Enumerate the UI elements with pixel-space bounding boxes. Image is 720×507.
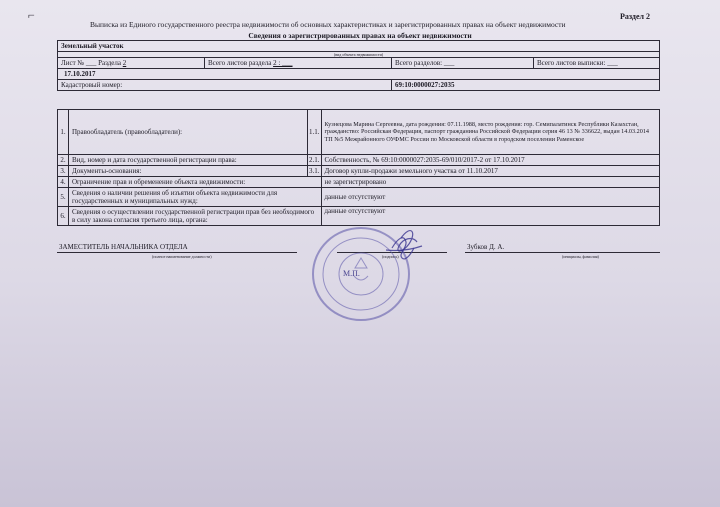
row-number: 3. xyxy=(58,166,69,177)
position-caption: (полное наименование должности) xyxy=(152,254,212,259)
extract-date: 17.10.2017 xyxy=(58,69,660,80)
row-label: Документы-основания: xyxy=(69,166,308,177)
row-label: Ограничение прав и обременение объекта недвижимости: xyxy=(69,177,322,188)
row-label: Сведения о осуществлении государственной регистрации прав без необходимого в силу закона согласия третьего лица, органа: xyxy=(69,207,322,226)
cadastral-number: 69:10:0000027:2035 xyxy=(392,80,660,91)
row-number: 6. xyxy=(58,207,69,226)
header-table xyxy=(57,40,660,91)
document-title: Выписка из Единого государственного реестра недвижимости об основных характеристиках и зарегистрированных правах на объект недвижимости xyxy=(90,20,566,29)
sign-caption: (подпись) xyxy=(382,254,399,259)
table-row xyxy=(58,188,660,207)
sheet-label: Лист № ___ Раздела xyxy=(61,59,121,67)
row-label: Вид, номер и дата государственной регистрации права: xyxy=(69,155,308,166)
row-value: не зарегистрировано xyxy=(321,177,660,188)
row-number: 1. xyxy=(58,110,69,155)
name-line xyxy=(465,252,660,253)
corner-mark-icon: ⌐ xyxy=(28,8,35,22)
sheet-number-cell xyxy=(58,58,205,69)
total-extract-cell: Всего листов выписки: ___ xyxy=(534,58,660,69)
total-sheets-cell xyxy=(205,58,392,69)
row-value: данные отсутствуют xyxy=(321,188,660,207)
object-type: Земельный участок xyxy=(58,41,660,52)
row-number: 5. xyxy=(58,188,69,207)
document-subtitle: Сведения о зарегистрированных правах на объект недвижимости xyxy=(248,31,472,40)
row-value: Собственность, № 69:10:0000027:2035-69/010/2017-2 от 17.10.2017 xyxy=(321,155,660,166)
official-stamp-icon xyxy=(306,216,426,324)
row-value: Кузнецова Марина Сергеевна, дата рождения: 07.11.1988, место рождения: гор. Семипалатинск Республики Казахстан, гражданство: Российская Федерация, паспорт гражданина Российской Федерации серия 46 13 № 336622, выдан 14.03.2014 ТП №5 Межрайонного ОУФМС России по Московской области в городском поселении Раменское xyxy=(321,110,660,155)
row-number: 4. xyxy=(58,177,69,188)
row-number: 2. xyxy=(58,155,69,166)
official-name: Зубков Д. А. xyxy=(467,243,505,251)
object-type-caption: (вид объекта недвижимости) xyxy=(58,52,660,58)
position-line xyxy=(57,252,297,253)
stamp-mark-label: М.П. xyxy=(343,269,360,278)
row-value: данные отсутствуют xyxy=(321,207,660,226)
total-sheets-label: Всего листов раздела xyxy=(208,59,272,67)
total-sections-cell: Всего разделов: ___ xyxy=(392,58,534,69)
cadastral-label: Кадастровый номер: xyxy=(58,80,392,91)
row-label: Правообладатель (правообладатели): xyxy=(69,110,308,155)
row-value: Договор купли-продажи земельного участка от 11.10.2017 xyxy=(321,166,660,177)
section-label: Раздел 2 xyxy=(619,12,650,21)
table-row xyxy=(58,166,660,177)
name-caption: (инициалы, фамилия) xyxy=(562,254,599,259)
row-subnumber: 2.1. xyxy=(309,156,320,164)
table-row xyxy=(58,110,660,155)
section-number: 2 xyxy=(122,59,127,67)
row-subnumber: 3.1. xyxy=(309,167,320,175)
table-row xyxy=(58,177,660,188)
table-row xyxy=(58,155,660,166)
row-label: Сведения о наличии решения об изъятии объекта недвижимости для государственных и муниципальных нужд: xyxy=(69,188,322,207)
total-sheets-value: 2 : ___ xyxy=(273,59,293,67)
row-subnumber: 1.1. xyxy=(308,110,322,155)
official-position: ЗАМЕСТИТЕЛЬ НАЧАЛЬНИКА ОТДЕЛА xyxy=(59,243,188,251)
rights-table xyxy=(57,109,660,226)
